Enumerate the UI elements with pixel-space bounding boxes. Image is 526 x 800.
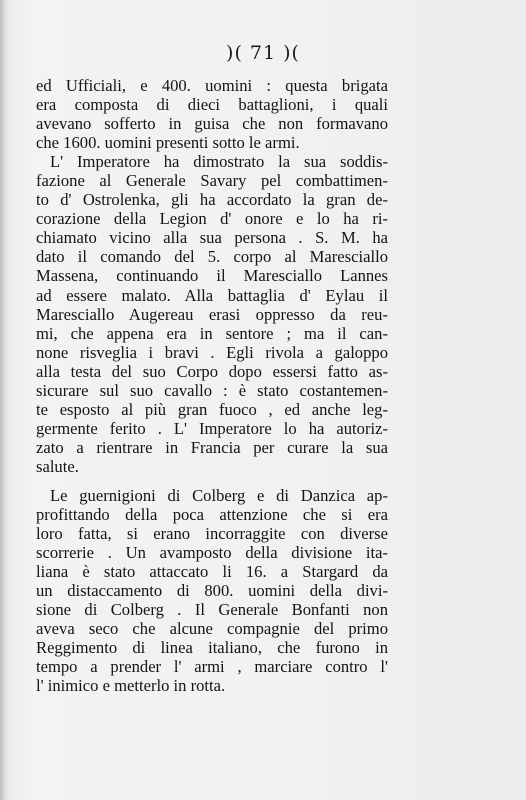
text-line: dato il comando del 5. corpo al Maresciallo <box>36 247 388 267</box>
text-line: te esposto al più gran fuoco , ed anche leg- <box>36 399 388 419</box>
text-line: zato a rientrare in Francia per curare la sua <box>36 437 388 457</box>
text-line: alla testa del suo Corpo dopo essersi fatto as- <box>36 361 388 381</box>
text-line: fazione al Generale Savary pel combattimen- <box>36 171 388 191</box>
text-line: sicurare sul suo cavallo : è stato costantemen- <box>36 380 388 400</box>
text-line: l' inimico e metterlo in rotta. <box>36 676 226 696</box>
text-line: loro fatta, si erano incorraggite con diverse <box>36 524 388 544</box>
text-line: corazione della Legion d' onore e lo ha ri- <box>36 209 388 229</box>
text-line: salute. <box>36 456 79 476</box>
text-line: chiamato vicino alla sua persona . S. M. ha <box>36 228 388 248</box>
text-line: avevano sofferto in guisa che non formavano <box>36 114 388 134</box>
text-line: L' Imperatore ha dimostrato la sua soddis- <box>50 152 388 172</box>
paragraph <box>36 486 388 696</box>
text-line: sione di Colberg . Il Generale Bonfanti non <box>36 600 388 620</box>
text-line: che 1600. uomini presenti sotto le armi. <box>36 133 300 153</box>
text-line: Maresciallo Augereau erasi oppresso da reu- <box>36 304 388 324</box>
paragraph <box>36 76 388 152</box>
text-line: ed Ufficiali, e 400. uomini : questa brigata <box>36 76 388 95</box>
text-line: era composta di dieci battaglioni, i quali <box>36 95 388 115</box>
text-line: profittando della poca attenzione che si era <box>36 505 388 525</box>
page-body-text <box>36 76 388 696</box>
paragraph <box>36 152 388 476</box>
text-line: germente ferito . L' Imperatore lo ha autoriz- <box>36 418 388 438</box>
text-line: liana è stato attaccato li 16. a Stargard da <box>36 562 388 582</box>
text-line: ad essere malato. Alla battaglia d' Eylau il <box>36 285 388 305</box>
text-line: tempo a prender l' armi , marciare contro l' <box>36 657 388 677</box>
text-line: Massena, continuando il Maresciallo Lannes <box>36 266 388 286</box>
text-line: Le guernigioni di Colberg e di Danzica ap- <box>50 485 388 505</box>
page-number: )( 71 )( <box>226 42 300 64</box>
text-line: none risveglia i bravi . Egli rivola a galoppo <box>36 342 388 362</box>
text-line: mi, che appena era in sentore ; ma il can- <box>36 323 388 343</box>
text-line: un distaccamento di 800. uomini della divi- <box>36 581 388 601</box>
text-line: scorrerie . Un avamposto della divisione ita- <box>36 543 388 563</box>
text-line: Reggimento di linea italiano, che furono in <box>36 638 388 658</box>
text-line: aveva seco che alcune compagnie del primo <box>36 619 388 639</box>
text-line: to d' Ostrolenka, gli ha accordato la gran de- <box>36 190 388 210</box>
page-binding-shadow <box>0 0 6 800</box>
paragraph-gap <box>36 476 388 486</box>
